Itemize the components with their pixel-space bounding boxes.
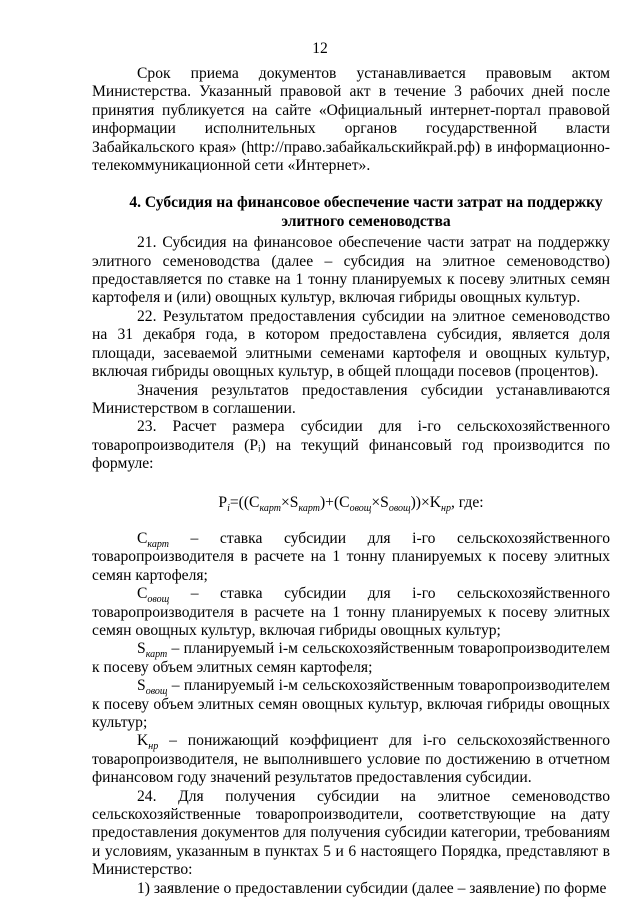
- definition-s-kart: $S_{карт}$ – планируемый i-м сельскохозяйственным товаропроизводителем к посеву объем элитных семян картофеля;: [92, 640, 610, 676]
- document-body: [92, 65, 610, 898]
- paragraph-22-values: Значения результатов предоставления субсидии устанавливаются Министерством в соглашении.: [92, 381, 610, 417]
- paragraph-intro: Срок приема документов устанавливается правовым актом Министерства. Указанный правовой акт в течение 3 рабочих дней после принятия публикуется на сайте «Официальный интернет-портал правовой информации исполнительных органов государственной власти Забайкальского края» (http://право.забайкальскийкрай.рф) в информационно-телекоммуникационной сети «Интернет».: [92, 65, 610, 175]
- paragraph-24-item-1: 1) заявление о предоставлении субсидии (далее – заявление) по форме: [137, 879, 607, 897]
- paragraph-21: 21. Субсидия на финансовое обеспечение части затрат на поддержку элитного семеноводства (далее – субсидия на элитное семеноводство) предоставляется по ставке на 1 тонну планируемых к посеву элитных семян картофеля и (или) овощных культур, включая гибриды овощных культур.: [92, 234, 610, 307]
- definition-c-kart: $C_{карт}$ – ставка субсидии для i-го сельскохозяйственного товаропроизводителя в расчете на 1 тонну планируемых к посеву элитных семян картофеля;: [92, 529, 610, 584]
- subsidy-formula: $P_i=((C_{карт}\times S_{карт})+(C_{овощ}\times S_{овощ}))\times K_{нр}$, где:: [218, 493, 484, 514]
- page-number: 12: [312, 40, 328, 57]
- definition-s-ovosh: $S_{овощ}$ – планируемый i-м сельскохозяйственным товаропроизводителем к посеву объем элитных семян овощных культур, включая гибриды овощных культур;: [92, 677, 610, 731]
- paragraph-23: 23. Расчет размера субсидии для i-го сельскохозяйственного товаропроизводителя (Pᵢ) на текущий финансовый год производится по формуле:: [92, 418, 610, 473]
- paragraph-22: 22. Результатом предоставления субсидии на элитное семеноводство на 31 декабря года, в котором предоставлена субсидия, является доля площади, засеваемой элитными семенами картофеля и овощных культур, включая гибриды овощных культур, в общей площади посевов (процентов).: [92, 307, 610, 381]
- paragraph-24: 24. Для получения субсидии на элитное семеноводство сельскохозяйственные товаропроизводители, соответствующие на дату предоставления документов для получения субсидии категории, требованиям и условиям, указанным в пунктах 5 и 6 настоящего Порядка, представляют в Министерство:: [92, 787, 610, 879]
- definition-k-nr: $K_{нр}$ – понижающий коэффициент для i-го сельскохозяйственного товаропроизводителя, не выполнившего условие по достижению в отчетном финансовом году значений результатов предоставления субсидии.: [92, 732, 610, 787]
- section-title: 4. Субсидия на финансовое обеспечение части затрат на поддержку элитного семеноводства: [129, 194, 603, 230]
- definition-c-ovosh: $C_{овощ}$ – ставка субсидии для i-го сельскохозяйственного товаропроизводителя в расчете на 1 тонну планируемых к посеву элитных семян овощных культур, включая гибриды овощных культур;: [92, 585, 610, 639]
